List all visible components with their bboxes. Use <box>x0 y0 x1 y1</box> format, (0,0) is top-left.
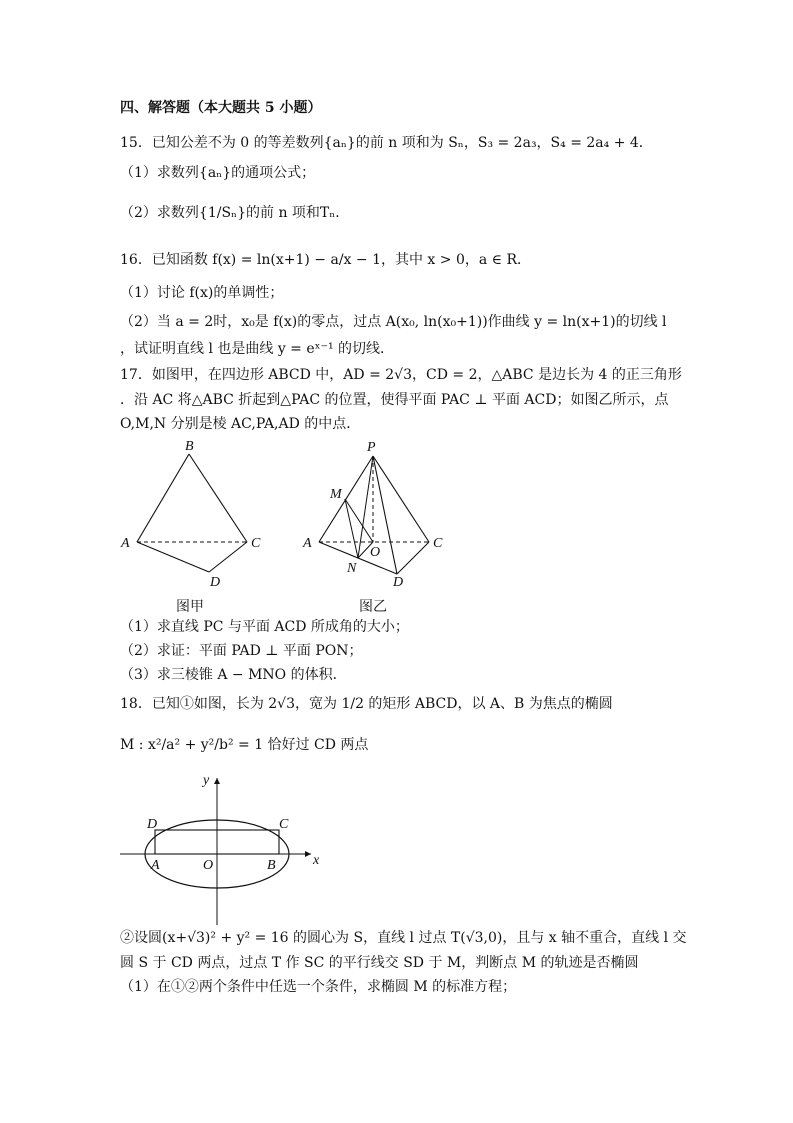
fig-b-label-a: A <box>303 536 312 551</box>
fig-a-edge-ad <box>137 542 209 572</box>
fig-a-edge-bc <box>189 454 247 542</box>
fig-b-label-p: P <box>367 440 376 455</box>
q15-stem: 15．已知公差不为 0 的等差数列{aₙ}的前 n 项和为 Sₙ，S₃ = 2a₃，S₄ = 2a₄ + 4． <box>120 135 653 151</box>
fig-b-label-m: M <box>330 487 342 502</box>
fig-a-label-c: C <box>251 536 261 551</box>
q16-part2a: （2）当 a = 2时，x₀是 f(x)的零点，过点 A(x₀, ln(x₀+1))作曲线 y = ln(x+1)的切线 l <box>120 314 667 330</box>
q16-stem: 16．已知函数 f(x) = ln(x+1) − a/x − 1，其中 x > 0，a ∈ R． <box>120 252 532 268</box>
ellipse-label-x: x <box>313 853 320 868</box>
q16-part1: （1）讨论 f(x)的单调性； <box>120 285 284 301</box>
fig-a-edge-ab <box>137 454 189 542</box>
fig-b-label-d: D <box>393 575 404 590</box>
fig-b-edge-pn <box>358 456 373 558</box>
q18-condition2-b: 圆 S 于 CD 两点，过点 T 作 SC 的平行线交 SD 于 M，判断点 M 的轨迹是否椭圆 <box>120 955 639 971</box>
fig-b-edge-mn <box>345 499 358 558</box>
q17-stem-3: O,M,N 分别是棱 AC,PA,AD 的中点． <box>120 416 361 432</box>
q18-part1: （1）在①②两个条件中任选一个条件，求椭圆 M 的标准方程； <box>120 979 517 995</box>
ellipse-label-o: O <box>203 858 214 873</box>
ellipse-label-c: C <box>279 817 289 832</box>
q17-part2: （2）求证：平面 PAD ⊥ 平面 PON； <box>120 643 363 659</box>
q16-part2b: ，试证明直线 l 也是曲线 y = eˣ⁻¹ 的切线． <box>120 341 395 357</box>
fig-b-label-o: O <box>370 545 381 560</box>
figure-b-caption: 图乙 <box>359 599 387 615</box>
figure-a-quadrilateral <box>115 436 275 596</box>
figure-a-caption: 图甲 <box>176 599 204 615</box>
fig-a-label-d: D <box>210 575 221 590</box>
q17-stem-1: 17．如图甲，在四边形 ABCD 中，AD = 2√3，CD = 2，△ABC 是边长为 4 的正三角形 <box>120 367 682 383</box>
figure-ellipse <box>115 770 345 930</box>
q15-part2: （2）求数列{1/Sₙ}的前 n 项和Tₙ． <box>120 205 350 221</box>
ellipse-label-y: y <box>203 773 210 788</box>
q17-stem-2: ．沿 AC 将△ABC 折起到△PAC 的位置，使得平面 PAC ⊥ 平面 ACD；如图乙所示，点 <box>120 392 669 408</box>
q18-stem-2: M : x²/a² + y²/b² = 1 恰好过 CD 两点 <box>120 737 369 753</box>
fig-a-label-a: A <box>121 536 130 551</box>
fig-b-edge-dc <box>397 542 429 574</box>
q15-part1: （1）求数列{aₙ}的通项公式； <box>120 165 316 181</box>
figure-b-pyramid <box>297 436 457 596</box>
ellipse-label-d: D <box>147 817 158 832</box>
section-heading: 四、解答题（本大题共 5 小题） <box>120 100 322 116</box>
q17-part1: （1）求直线 PC 与平面 ACD 所成角的大小； <box>120 619 409 635</box>
ellipse-label-a: A <box>151 858 160 873</box>
q18-condition2-a: ②设圆(x+√3)² + y² = 16 的圆心为 S，直线 l 过点 T(√3,0)，且与 x 轴不重合，直线 l 交 <box>120 930 687 946</box>
q17-part3: （3）求三棱锥 A − MNO 的体积． <box>120 667 347 683</box>
q18-stem-1: 18．已知①如图，长为 2√3，宽为 1/2 的矩形 ABCD，以 A、B 为焦点的椭圆 <box>120 696 613 712</box>
ellipse-label-b: B <box>267 858 276 873</box>
fig-b-label-n: N <box>347 561 357 576</box>
fig-b-label-c: C <box>433 536 443 551</box>
fig-a-edge-dc <box>209 542 247 572</box>
fig-b-edge-mo <box>345 499 373 542</box>
fig-a-label-b: B <box>185 439 194 454</box>
